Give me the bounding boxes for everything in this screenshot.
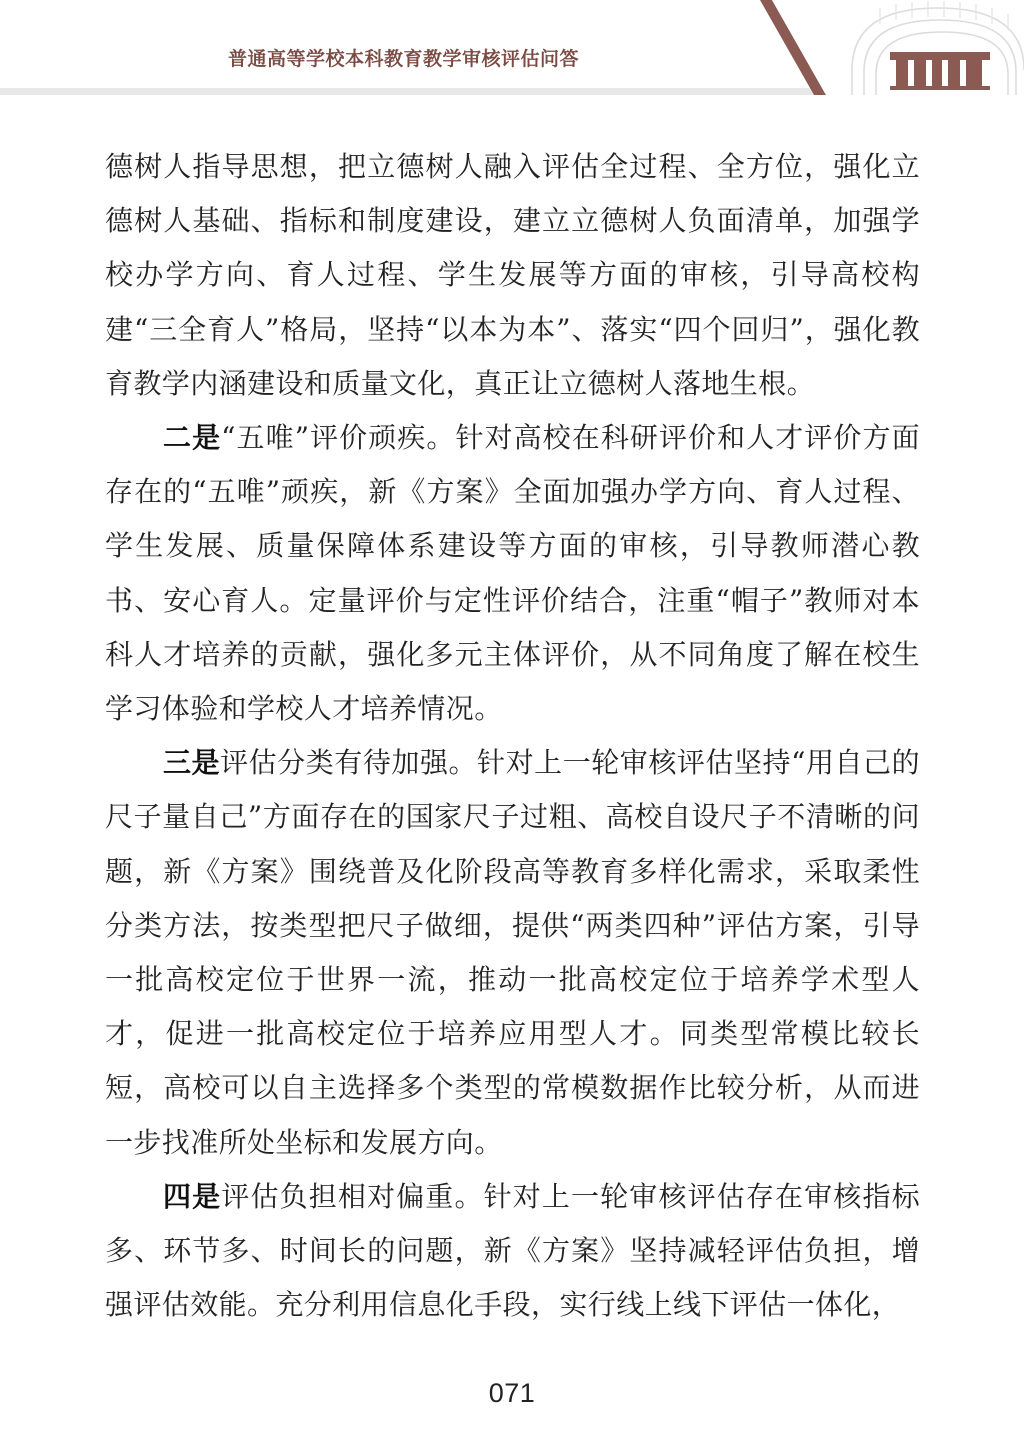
paragraph-lead: 二是	[163, 421, 222, 455]
body-text	[105, 140, 920, 1332]
paragraph	[105, 1170, 920, 1333]
paragraph-lead: 四是	[163, 1179, 222, 1213]
header-title: 普通高等学校本科教育教学审核评估问答	[228, 48, 580, 70]
paragraph-text: 评估负担相对偏重。针对上一轮审核评估存在审核指标多、环节多、时间长的问题，新《方案》坚持减轻评估负担，增强评估效能。充分利用信息化手段，实行线上线下评估一体化，	[105, 1179, 920, 1322]
paragraph-text: “五唯”评价顽疾。针对高校在科研评价和人才评价方面存在的“五唯”顽疾，新《方案》全面加强办学方向、育人过程、学生发展、质量保障体系建设等方面的审核，引导教师潜心教书、安心育人。定量评价与定性评价结合，注重“帽子”教师对本科人才培养的贡献，强化多元主体评价，从不同角度了解在校生学习体验和学校人才培养情况。	[105, 421, 920, 726]
building-icon	[890, 52, 990, 90]
page-header	[0, 0, 1024, 100]
page-number: 071	[488, 1378, 536, 1408]
paragraph	[105, 411, 920, 736]
paragraph-lead: 三是	[163, 746, 221, 780]
paragraph	[105, 736, 920, 1170]
paragraph-text: 评估分类有待加强。针对上一轮审核评估坚持“用自己的尺子量自己”方面存在的国家尺子过粗、高校自设尺子不清晰的问题，新《方案》围绕普及化阶段高等教育多样化需求，采取柔性分类方法，按类型把尺子做细，提供“两类四种”评估方案，引导一批高校定位于世界一流，推动一批高校定位于培养学术型人才，促进一批高校定位于培养应用型人才。同类型常模比较长短，高校可以自主选择多个类型的常模数据作比较分析，从而进一步找准所处坐标和发展方向。	[105, 746, 920, 1159]
paragraph-text: 德树人指导思想，把立德树人融入评估全过程、全方位，强化立德树人基础、指标和制度建设，建立立德树人负面清单，加强学校办学方向、育人过程、学生发展等方面的审核，引导高校构建“三全育人”格局，坚持“以本为本”、落实“四个回归”，强化教育教学内涵建设和质量文化，真正让立德树人落地生根。	[105, 150, 920, 400]
paragraph	[105, 140, 920, 411]
